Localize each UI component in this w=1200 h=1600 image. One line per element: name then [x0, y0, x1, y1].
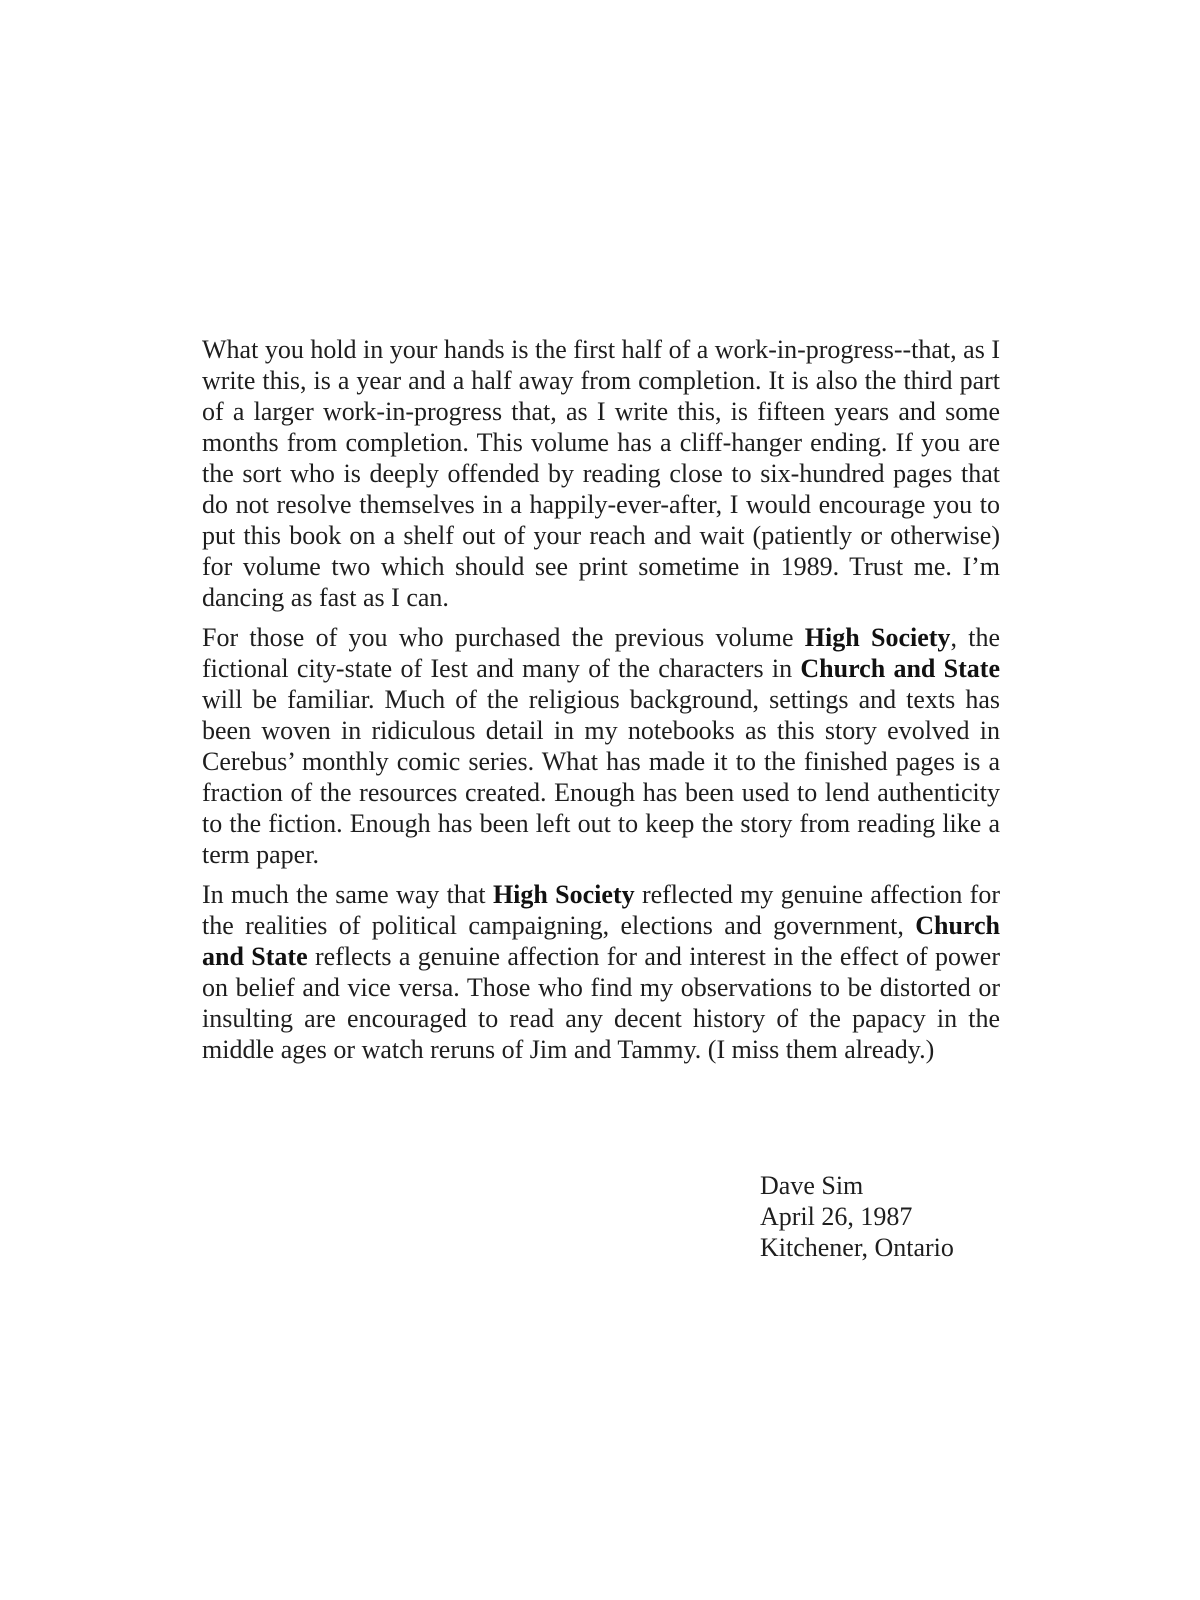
paragraph-1-text: What you hold in your hands is the first half of a work-in-progress--that, as I write this, is a year and a half away from completion. It is also the third part of a larger work-in-progress that, as I write this, is fifteen years and some months from completion. This volume has a cliff-hanger ending. If you are the sort who is deeply offended by reading close to six-hundred pages that do not resolve themselves in a happily-ever-after, I would encourage you to put this book on a shelf out of your reach and wait (patiently or otherwise) for volume two which should see print sometime in 1989. Trust me. I’m dancing as fast as I can. — [202, 335, 1000, 612]
signature-place: Kitchener, Ontario — [760, 1233, 954, 1262]
paragraph-3 — [202, 879, 1000, 1065]
paragraph-3-text: In much the same way that — [202, 880, 493, 909]
author-name: Dave Sim — [760, 1171, 864, 1200]
paragraph-2 — [202, 622, 1000, 870]
body-text — [202, 334, 1000, 1074]
paragraph-3-text: reflected my genuine affection for the realities of political campaigning, elections and government, — [202, 880, 1000, 940]
paragraph-3-text: reflects a genuine affection for and interest in the effect of power on belief and vice versa. Those who find my observations to be distorted or insulting are encouraged to read any decent history of the papacy in the middle ages or watch reruns of Jim and Tammy. (I miss them already.) — [202, 942, 1000, 1064]
signature-block — [760, 1170, 954, 1263]
paragraph-2-text: , the fictional city-state of Iest and many of the characters in — [202, 623, 1000, 683]
book-title-high-society: High Society — [804, 623, 951, 652]
book-title-church-and-state: Church and State — [800, 654, 1000, 683]
paragraph-2-text: For those of you who purchased the previous volume — [202, 623, 805, 652]
book-title-church-and-state: Church and State — [202, 911, 1000, 971]
paragraph-1 — [202, 334, 1000, 613]
signature-date: April 26, 1987 — [760, 1202, 913, 1231]
paragraph-2-text: will be familiar. Much of the religious background, settings and texts has been woven in ridiculous detail in my notebooks as this story evolved in Cerebus’ monthly comic series. What has made it to the finished pages is a fraction of the resources created. Enough has been used to lend authenticity to the fiction. Enough has been left out to keep the story from reading like a term paper. — [202, 685, 1000, 869]
book-title-high-society: High Society — [492, 880, 635, 909]
